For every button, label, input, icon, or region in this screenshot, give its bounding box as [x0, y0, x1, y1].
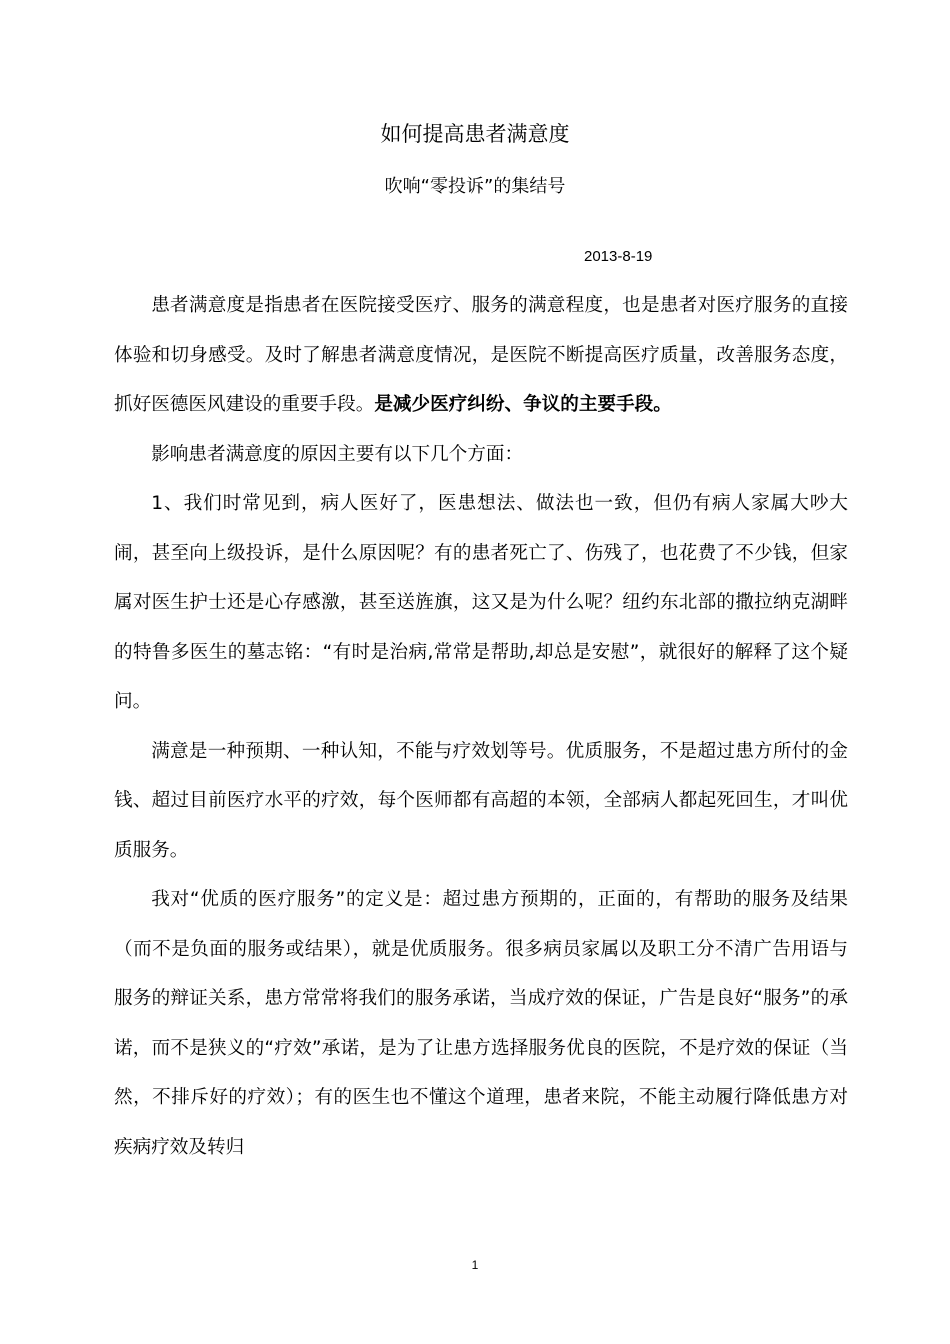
document-title: 如何提高患者满意度 — [380, 122, 570, 146]
page-number: 1 — [471, 1258, 479, 1272]
paragraph-text: 患者满意度是指患者在医院接受医疗、服务的满意程度，也是患者对医疗服务的直接体验和切身感受。及时了解患者满意度情况，是医院不断提高医疗质量，改善服务态度，抓好医德医风建设的重要手段。 — [114, 295, 848, 415]
paragraph: 1、我们时常见到，病人医好了，医患想法、做法也一致，但仍有病人家属大吵大闹，甚至向上级投诉，是什么原因呢？有的患者死亡了、伤残了，也花费了不少钱，但家属对医生护士还是心存感激，甚至送旌旗，这又是为什么呢？纽约东北部的撒拉纳克湖畔的特鲁多医生的墓志铭：“有时是治病,常常是帮助,却总是安慰”，就很好的解释了这个疑问。 — [114, 493, 848, 712]
paragraph: 我对“优质的医疗服务”的定义是：超过患方预期的，正面的，有帮助的服务及结果（而不是负面的服务或结果），就是优质服务。很多病员家属以及职工分不清广告用语与服务的辩证关系，患方常常将我们的服务承诺，当成疗效的保证，广告是良好“服务”的承诺，而不是狭义的“疗效”承诺，是为了让患方选择服务优良的医院，不是疗效的保证（当然，不排斥好的疗效）；有的医生也不懂这个道理，患者来院，不能主动履行降低患方对疾病疗效及转归 — [114, 889, 848, 1158]
paragraph: 影响患者满意度的原因主要有以下几个方面： — [151, 443, 524, 465]
document-body — [114, 281, 848, 1172]
paragraph-bold-text: 是减少医疗纠纷、争议的主要手段。 — [374, 394, 672, 415]
paragraph — [114, 281, 848, 430]
paragraph: 满意是一种预期、一种认知，不能与疗效划等号。优质服务，不是超过患方所付的金钱、超过目前医疗水平的疗效，每个医师都有高超的本领，全部病人都起死回生，才叫优质服务。 — [114, 740, 848, 861]
document-date: 2013-8-19 — [584, 248, 653, 265]
document-subtitle: 吹响“零投诉”的集结号 — [384, 176, 566, 197]
